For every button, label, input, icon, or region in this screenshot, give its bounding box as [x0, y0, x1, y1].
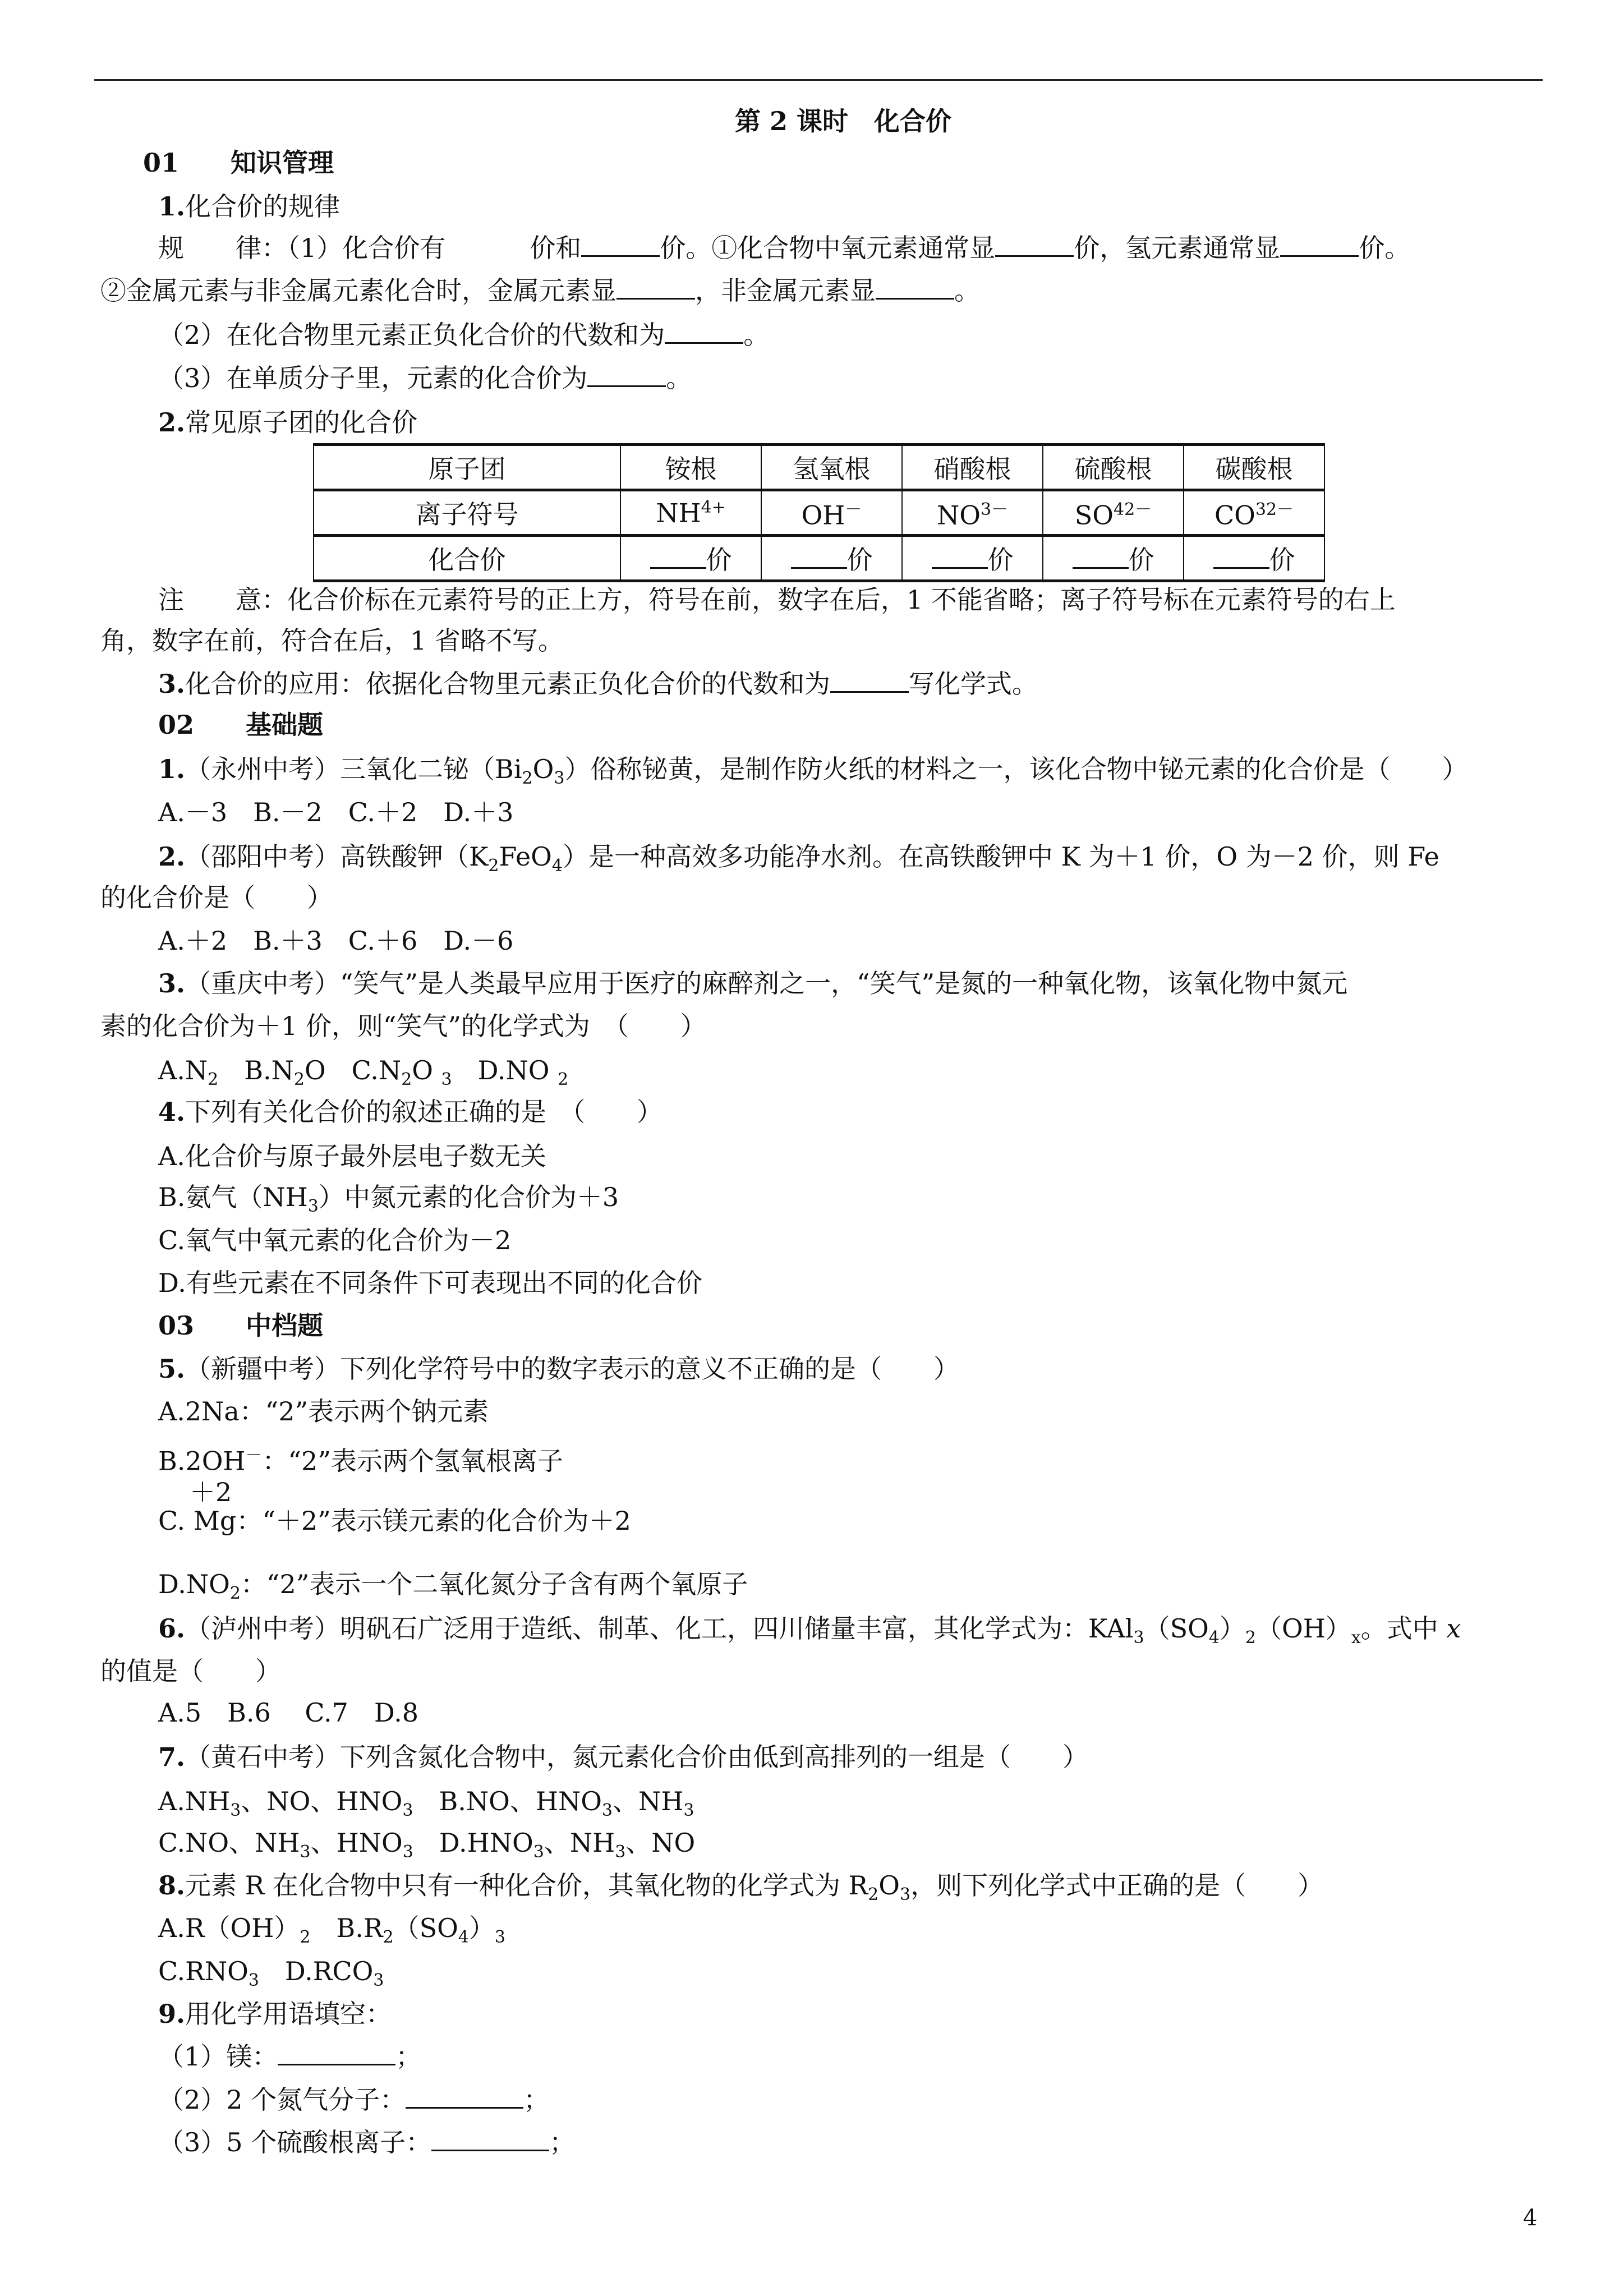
text-segment: 2. [158, 841, 186, 872]
text-segment: O [532, 754, 554, 784]
text-segment: 2 [558, 1070, 569, 1090]
answer-blank[interactable] [791, 546, 847, 569]
text-segment: 、NH [613, 1786, 684, 1816]
text-segment: x [1446, 1613, 1461, 1644]
text-line [158, 1504, 631, 1538]
text-segment: 2 [208, 1070, 219, 1090]
text-segment: （SO [393, 1913, 458, 1943]
text-segment: 4 [1208, 1628, 1220, 1648]
answer-blank[interactable] [1073, 546, 1129, 569]
text-line [158, 967, 1347, 1000]
text-segment: x [1351, 1628, 1361, 1648]
ion-symbol-cell [1184, 490, 1324, 536]
text-segment: C.NO、NH [158, 1828, 300, 1858]
text-segment: D.有些元素在不同条件下可表现出不同的化合价 [158, 1268, 702, 1298]
text-segment: A.－3 B.－2 C.＋2 D.＋3 [158, 797, 514, 827]
answer-blank[interactable] [876, 275, 954, 300]
valence-cell [1043, 536, 1184, 581]
text-segment: 6. [158, 1613, 186, 1644]
radical-valence-table [313, 443, 1325, 582]
valence-unit: 价 [987, 545, 1014, 575]
text-segment: ，非金属元素显 [695, 275, 876, 306]
text-line [158, 1395, 489, 1428]
text-segment: 3 [373, 1971, 384, 1991]
table-header-cell: 氢氧根 [761, 445, 902, 490]
valence-unit: 价 [846, 545, 873, 575]
text-line [158, 708, 323, 742]
text-segment: 价和 [530, 233, 582, 263]
text-segment: D.HNO [413, 1828, 533, 1858]
text-line [158, 1612, 1461, 1655]
text-segment: D.NO [452, 1055, 558, 1085]
text-line [158, 1997, 392, 2031]
text-segment: 1. [158, 754, 186, 784]
valence-unit: 价 [706, 545, 732, 575]
text-line [158, 1869, 1323, 1912]
text-segment: ）中氮元素的化合价为＋3 [318, 1182, 619, 1212]
answer-blank[interactable] [932, 546, 988, 569]
text-segment: A.N [158, 1055, 208, 1085]
text-segment: 用化学用语填空： [185, 1999, 392, 2029]
table-row [314, 445, 1324, 490]
text-segment: 9. [158, 1999, 186, 2029]
answer-blank[interactable] [431, 2127, 549, 2151]
ion-symbol-cell [1043, 490, 1184, 536]
text-segment: 的化合价是（ ） [100, 882, 333, 913]
text-segment: 3 [441, 1070, 452, 1090]
text-segment: ）是一种高效多功能净水剂。在高铁酸钾中 K 为＋1 价，O 为－2 价，则 Fe [562, 841, 1439, 872]
text-segment: A.NH [158, 1786, 231, 1816]
text-line [158, 583, 1396, 616]
valence-cell [620, 536, 761, 581]
text-segment: 2 [293, 1070, 305, 1090]
text-line [158, 1223, 511, 1257]
valence-cell [1184, 536, 1324, 581]
text-segment: 2 [868, 1885, 879, 1905]
ion-formula: SO [1074, 500, 1114, 531]
ion-subscript: 4 [1114, 499, 1125, 519]
text-segment: （3）5 个硫酸根离子： [158, 2127, 432, 2157]
answer-blank[interactable] [995, 233, 1074, 257]
text-line [158, 1352, 959, 1386]
text-segment: 2 [1245, 1628, 1256, 1648]
text-segment: 规 律：（1）化合价有 [158, 233, 446, 263]
text-segment: ； [549, 2127, 576, 2157]
text-line [158, 1826, 695, 1869]
table-row-label: 化合价 [314, 536, 620, 581]
ion-subscript: 4 [701, 497, 712, 517]
text-segment: A.化合价与原子最外层电子数无关 [158, 1141, 546, 1171]
table-header-cell: 原子团 [314, 445, 620, 490]
text-segment: D.RCO [259, 1956, 374, 1986]
text-segment: 角，数字在前，符合在后，1 省略不写。 [100, 625, 564, 656]
valence-unit: 价 [1128, 545, 1154, 575]
text-segment: 。 [743, 320, 770, 350]
text-line [158, 2040, 421, 2073]
text-segment: B.氨气（NH [158, 1182, 308, 1212]
text-segment: 03 中档题 [158, 1310, 324, 1341]
text-segment: C.RNO [158, 1956, 249, 1986]
text-segment: O [412, 1055, 441, 1085]
header-rule [94, 79, 1543, 81]
answer-blank[interactable] [1213, 546, 1269, 569]
text-segment: 3 [248, 1971, 259, 1991]
text-segment: 4. [158, 1097, 186, 1127]
text-segment: （1）镁： [158, 2041, 278, 2072]
table-header-cell: 碳酸根 [1184, 445, 1324, 490]
ion-charge: － [845, 499, 862, 519]
text-line [158, 1053, 568, 1097]
table-row-label: 离子符号 [314, 490, 620, 536]
text-segment: 2 [300, 1927, 311, 1948]
text-segment: ，则下列化学式中正确的是（ ） [910, 1870, 1324, 1901]
text-segment: 3 [1133, 1628, 1144, 1648]
ion-subscript: 3 [980, 499, 992, 519]
ion-formula: NO [936, 500, 981, 531]
text-segment: 注 意：化合价标在元素符号的正上方，符号在前，数字在后，1 不能省略；离子符号标在元素符号的右上 [158, 585, 1396, 615]
text-line [158, 2083, 549, 2116]
page-title [735, 104, 951, 138]
text-segment: 。式中 [1360, 1613, 1447, 1644]
text-line [158, 752, 1467, 795]
text-line [158, 1139, 546, 1173]
text-line [158, 361, 692, 395]
text-segment: 3. [158, 968, 186, 999]
answer-blank[interactable] [278, 2041, 395, 2065]
text-segment: 3 [554, 769, 565, 789]
text-line [158, 1095, 663, 1129]
text-segment: 。 [954, 275, 980, 306]
text-segment: （邵阳中考）高铁酸钾（K [185, 841, 489, 872]
text-segment: 下列有关化合价的叙述正确的是 （ ） [185, 1097, 663, 1127]
text-segment: B.NO、HNO [413, 1786, 602, 1816]
text-segment: 素的化合价为＋1 价，则“笑气”的化学式为 （ ） [100, 1011, 706, 1041]
valence-unit: 价 [1269, 545, 1295, 575]
text-line [158, 1180, 619, 1223]
text-segment: 3 [899, 1885, 911, 1905]
text-segment: D.NO [158, 1569, 230, 1599]
answer-blank[interactable] [665, 320, 743, 344]
text-segment: 3 [230, 1801, 241, 1821]
text-segment: FeO [499, 841, 552, 872]
text-segment: （SO [1144, 1613, 1209, 1644]
text-segment: ②金属元素与非金属元素化合时，金属元素显 [100, 275, 617, 306]
text-segment: 化合价的规律 [185, 191, 341, 222]
ion-subscript: 3 [1255, 499, 1266, 519]
text-segment: ）俗称铋黄，是制作防火纸的材料之一，该化合物中铋元素的化合价是（ ） [564, 754, 1468, 784]
text-segment: （重庆中考）“笑气”是人类最早应用于医疗的麻醉剂之一，“笑气”是氮的一种氧化物，该氧化物中氮元 [185, 968, 1348, 999]
text-line [158, 231, 1410, 265]
ion-symbol-cell [761, 490, 902, 536]
text-segment: 3 [300, 1842, 311, 1862]
text-segment: 3 [615, 1842, 626, 1862]
text-line [158, 1784, 694, 1828]
text-segment: 5. [158, 1354, 186, 1384]
text-line [143, 146, 334, 180]
text-segment: （3）在单质分子里，元素的化合价为 [158, 363, 588, 393]
page-number: 4 [1523, 2205, 1538, 2231]
table-header-cell: 硝酸根 [902, 445, 1043, 490]
text-segment: （永州中考）三氧化二铋（Bi [185, 754, 522, 784]
text-segment: ； [395, 2041, 422, 2072]
text-line [100, 1009, 706, 1043]
text-segment: 价。①化合物中氧元素通常显 [660, 233, 996, 263]
text-segment: C.氧气中氧元素的化合价为－2 [158, 1225, 512, 1255]
text-line [158, 318, 769, 352]
text-segment: A.2Na：“2”表示两个钠元素 [158, 1396, 489, 1427]
ion-charge: + [711, 497, 726, 517]
text-line [100, 881, 333, 914]
text-segment: ） [1219, 1613, 1245, 1644]
text-segment: A.5 B.6 C.7 D.8 [158, 1697, 418, 1728]
text-line [100, 274, 980, 307]
text-segment: （黄石中考）下列含氮化合物中，氮元素化合价由低到高排列的一组是（ ） [185, 1742, 1089, 1772]
text-line [158, 1266, 702, 1300]
text-segment: 3 [494, 1927, 505, 1948]
text-line [158, 1911, 505, 1954]
text-segment: 7. [158, 1742, 186, 1772]
valence-cell [761, 536, 902, 581]
answer-blank[interactable] [587, 363, 666, 387]
text-segment: － [245, 1446, 263, 1465]
text-segment: ） [468, 1913, 495, 1943]
text-line [158, 795, 513, 829]
text-segment: 4 [551, 856, 563, 876]
answer-blank[interactable] [1280, 233, 1359, 257]
text-line [158, 840, 1439, 883]
answer-blank[interactable] [650, 546, 706, 569]
text-segment: （2）2 个氮气分子： [158, 2085, 406, 2115]
text-segment: 2 [383, 1927, 394, 1948]
table-row [314, 490, 1324, 536]
text-segment: 8. [158, 1870, 186, 1901]
text-segment: 的值是（ ） [100, 1656, 281, 1686]
ion-formula: OH [801, 500, 845, 531]
text-segment: 元素 R 在化合物中只有一种化合价，其氧化物的化学式为 R [185, 1870, 868, 1901]
text-segment: 3 [402, 1801, 413, 1821]
text-line [158, 1567, 748, 1611]
text-segment: 3 [402, 1842, 413, 1862]
ion-charge: 2－ [1266, 499, 1294, 519]
text-segment: ：“2”表示两个氢氧根离子 [262, 1446, 563, 1476]
text-segment: 3. [158, 669, 186, 699]
ion-symbol-cell [902, 490, 1043, 536]
valence-cell [902, 536, 1043, 581]
text-segment: 3 [683, 1801, 694, 1821]
text-segment: 01 知识管理 [143, 148, 334, 178]
text-segment: 写化学式。 [909, 669, 1038, 699]
text-segment: O C.N [304, 1055, 402, 1085]
text-line [158, 2125, 575, 2159]
text-segment: 3 [601, 1801, 613, 1821]
text-segment: ：“2”表示一个二氧化氮分子含有两个氧原子 [240, 1569, 748, 1599]
text-segment: 3 [307, 1197, 319, 1217]
text-line [100, 624, 564, 657]
text-segment: ＋2 [190, 1477, 232, 1507]
text-segment: A.R（OH） [158, 1913, 300, 1943]
text-segment: 4 [458, 1927, 469, 1948]
text-line [158, 924, 513, 958]
text-line [158, 406, 417, 439]
text-segment: A.＋2 B.＋3 C.＋6 D.－6 [158, 926, 514, 956]
text-segment: 、NO、HNO [241, 1786, 403, 1816]
ion-formula: NH [656, 498, 701, 528]
text-segment: 第 2 课时 化合价 [735, 106, 952, 136]
answer-blank[interactable] [830, 669, 909, 693]
text-line [100, 1654, 281, 1688]
text-segment: B.N [218, 1055, 294, 1085]
text-segment: 、NH [544, 1828, 615, 1858]
text-line [158, 1696, 418, 1729]
answer-blank[interactable] [445, 234, 530, 257]
text-segment: 价。 [1359, 233, 1411, 263]
text-segment: B.2OH [158, 1446, 246, 1476]
text-segment: ； [523, 2085, 550, 2115]
text-segment: （OH） [1255, 1613, 1351, 1644]
text-segment: 常见原子团的化合价 [185, 407, 418, 438]
answer-blank[interactable] [617, 275, 695, 300]
text-segment: （2）在化合物里元素正负化合价的代数和为 [158, 320, 665, 350]
text-line [158, 1309, 323, 1342]
text-line [158, 1439, 563, 1478]
text-segment: B.R [310, 1913, 383, 1943]
ion-charge: － [991, 499, 1009, 519]
text-segment: 。 [666, 363, 692, 393]
text-line [158, 1954, 384, 1998]
text-segment: 价，氢元素通常显 [1074, 233, 1281, 263]
text-segment: 3 [533, 1842, 544, 1862]
text-segment: （新疆中考）下列化学符号中的数字表示的意义不正确的是（ ） [185, 1354, 960, 1384]
ion-formula: CO [1214, 500, 1255, 531]
ion-symbol-cell [620, 490, 761, 536]
text-segment: 、HNO [310, 1828, 403, 1858]
text-segment: 1. [158, 191, 186, 222]
table-header-cell: 铵根 [620, 445, 761, 490]
text-segment: 2 [522, 769, 533, 789]
text-segment: 2. [158, 407, 186, 438]
text-segment: （泸州中考）明矾石广泛用于造纸、制革、化工，四川储量丰富，其化学式为：KAl [185, 1613, 1134, 1644]
text-segment: C. Mg：“＋2”表示镁元素的化合价为＋2 [158, 1506, 631, 1536]
text-segment: 、NO [625, 1828, 696, 1858]
text-line [158, 667, 1038, 701]
text-segment: 2 [488, 856, 499, 876]
text-line [158, 1740, 1088, 1774]
text-segment: 02 基础题 [158, 710, 324, 740]
answer-blank[interactable] [581, 233, 660, 257]
table-header-cell: 硫酸根 [1043, 445, 1184, 490]
text-line [158, 190, 340, 223]
text-segment: 化合价的应用：依据化合物里元素正负化合价的代数和为 [185, 669, 831, 699]
answer-blank[interactable] [406, 2085, 523, 2109]
table-row [314, 536, 1324, 581]
text-segment: 2 [401, 1070, 412, 1090]
text-segment: O [878, 1870, 900, 1901]
ion-charge: 2－ [1124, 499, 1152, 519]
text-segment: 2 [229, 1584, 241, 1604]
